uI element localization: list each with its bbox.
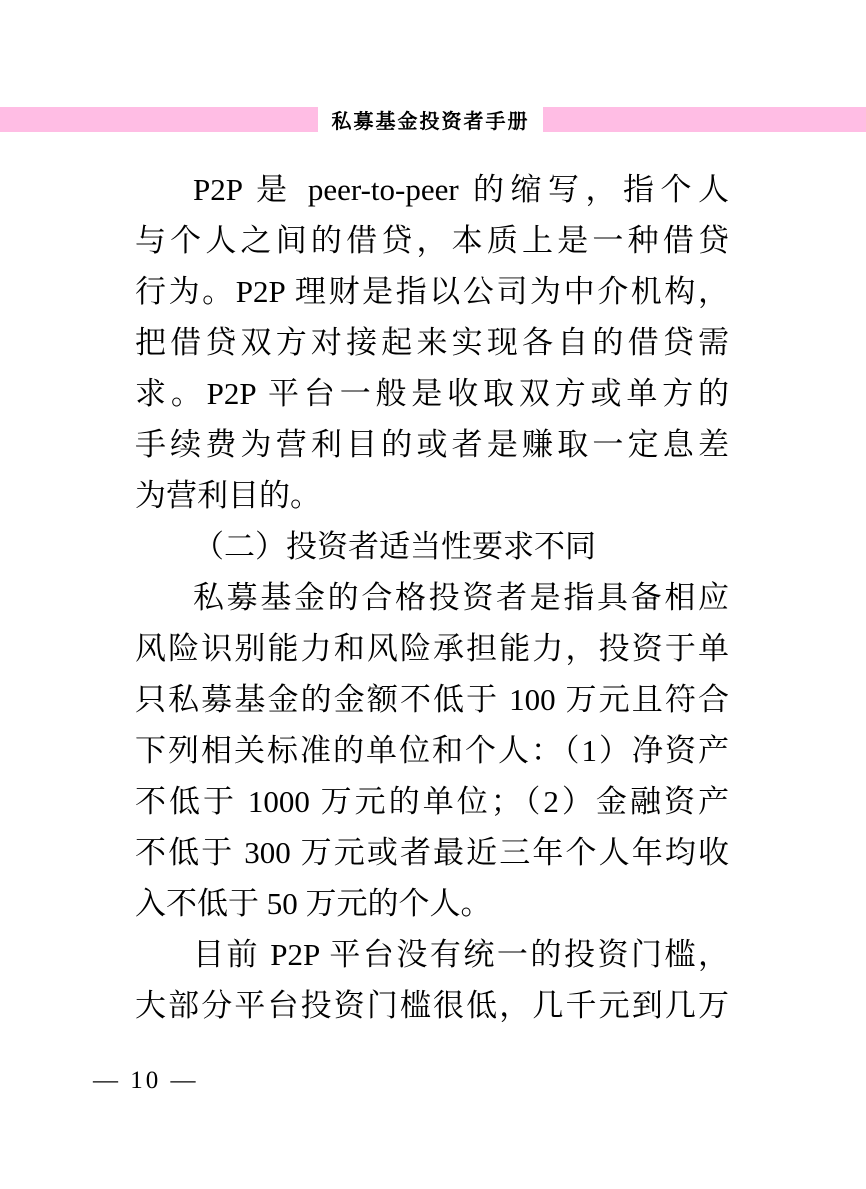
text-line: 入不低于 50 万元的个人。 bbox=[135, 886, 492, 921]
text-line: 为营利目的。 bbox=[135, 478, 321, 513]
text-line: 大部分平台投资门槛很低，几千元到几万 bbox=[135, 988, 729, 1023]
body-text bbox=[135, 164, 729, 1031]
running-title: 私募基金投资者手册 bbox=[331, 111, 530, 133]
header-title-cell bbox=[318, 107, 543, 132]
text-line: P2P 是 peer-to-peer 的缩写，指个人 bbox=[193, 172, 729, 207]
text-line: 只私募基金的金额不低于 100 万元且符合 bbox=[135, 682, 729, 717]
text-line: 风险识别能力和风险承担能力，投资于单 bbox=[135, 631, 729, 666]
header-rule-left bbox=[0, 107, 318, 132]
text-line: 下列相关标准的单位和个人：（1）净资产 bbox=[135, 733, 729, 768]
page-number: — 10 — bbox=[93, 1067, 199, 1094]
header-rule-right bbox=[543, 107, 866, 132]
text-line: 目前 P2P 平台没有统一的投资门槛， bbox=[193, 937, 729, 972]
text-line: 手续费为营利目的或者是赚取一定息差 bbox=[135, 427, 729, 462]
text-line: 把借贷双方对接起来实现各自的借贷需 bbox=[135, 325, 729, 360]
text-line: 与个人之间的借贷，本质上是一种借贷 bbox=[135, 223, 729, 258]
text-line: 不低于 1000 万元的单位；（2）金融资产 bbox=[135, 784, 729, 819]
text-line: 求。P2P 平台一般是收取双方或单方的 bbox=[135, 376, 729, 411]
text-line: 行为。P2P 理财是指以公司为中介机构， bbox=[135, 274, 729, 309]
page-header bbox=[0, 107, 866, 132]
text-line: 私募基金的合格投资者是指具备相应 bbox=[193, 580, 729, 615]
section-heading: （二）投资者适当性要求不同 bbox=[193, 529, 596, 564]
text-line: 不低于 300 万元或者最近三年个人年均收 bbox=[135, 835, 729, 870]
